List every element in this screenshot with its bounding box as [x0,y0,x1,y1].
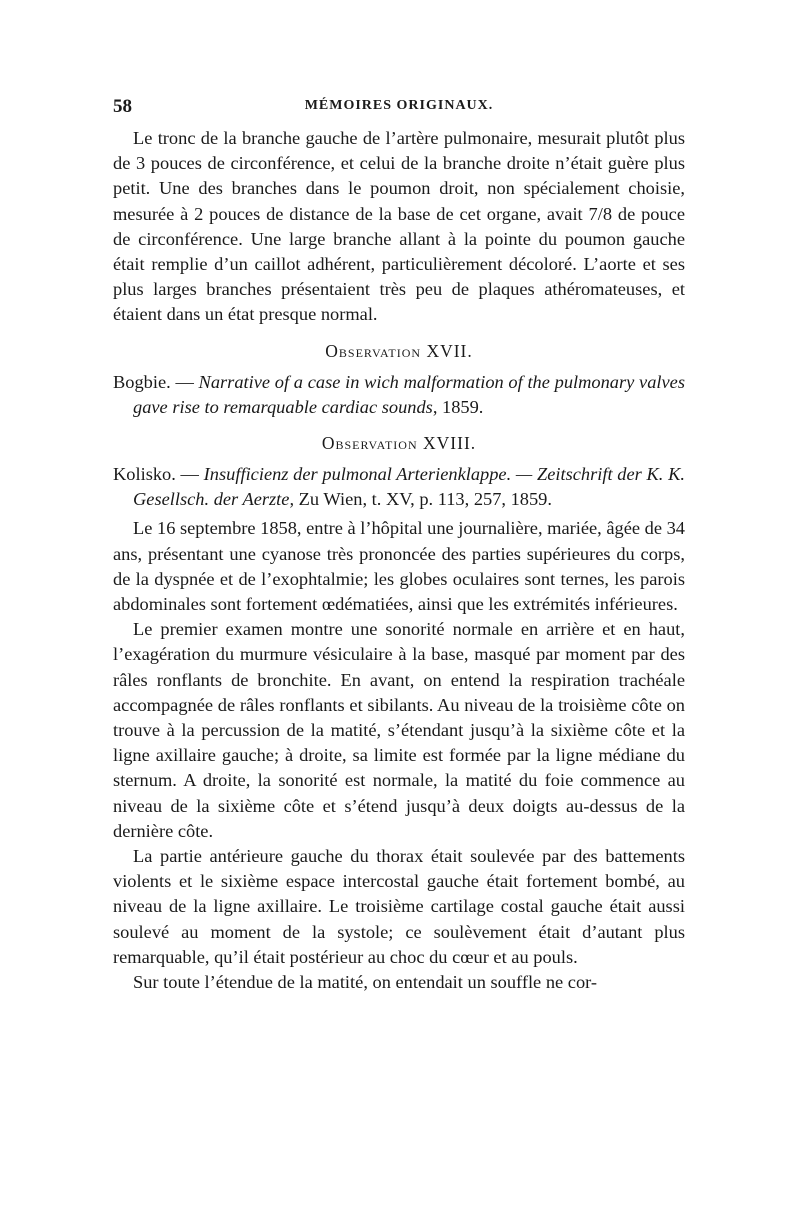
running-head: MÉMOIRES ORIGINAUX. [304,98,494,113]
paragraph: Le 16 septembre 1858, entre à l’hôpital une journalière, mariée, âgée de 34 ans, présentant une cyanose très prononcée des parties supérieures du corps, de la dyspnée et de l’exophtalmie; les globes oculaires sont ternes, les parois abdominales sont fortement œdématiées, ainsi que les extrémités inférieures. [113,518,685,615]
citation-rest: , 1859. [432,396,484,417]
observation-label: Observation [321,433,418,454]
citation-18 [113,462,685,512]
document-page [113,96,685,995]
citation-title: Narrative of a case in wich malformation of the pulmonary valves gave rise to remarquable cardiac sounds [133,371,685,417]
citation-17 [113,370,685,420]
citation-rest: Zu Wien, t. XV, p. 113, 257, 1859. [294,489,552,510]
observation-heading-18 [113,430,685,456]
observation-number: XVII. [426,340,473,361]
observation-label: Observation [325,340,422,361]
citation-author: Kolisko. — [113,464,204,485]
observation-number: XVIII. [423,433,477,454]
page-header [113,96,685,126]
paragraph: Sur toute l’étendue de la matité, on entendait un souffle ne cor- [133,972,598,993]
observation-heading-17 [113,338,685,364]
paragraph: Le tronc de la branche gauche de l’artère pulmonaire, mesurait plutôt plus de 3 pouces de circonférence, et celui de la branche droite n’était guère plus petit. Une des branches dans le poumon droit, non spécialement choisie, mesurée à 2 pouces de distance de la base de cet organe, avait 7/8 de pouce de circonférence. Une large branche allant à la pointe du poumon gauche était remplie d’un caillot adhérent, particulièrement décoloré. L’aorte et ses plus larges branches présentaient très peu de plaques athéromateuses, et étaient dans un état presque normal. [113,128,685,325]
page-number: 58 [113,96,132,117]
citation-author: Bogbie. — [113,371,199,392]
citation-title: Insufficienz der pulmonal Arterienklappe. — Zeitschrift der K. K. Gesellsch. der Aerzte, [133,464,685,510]
paragraph: Le premier examen montre une sonorité normale en arrière et en haut, l’exagération du murmure vésiculaire à la base, masqué par moment par des râles ronflants de bronchite. En avant, on entend la respiration trachéale accompagnée de râles ronflants et sibilants. Au niveau de la troisième côte on trouve à la percussion de la matité, s’étendant jusqu’à la sixième côte et la ligne axillaire gauche; à droite, sa limite est formée par la ligne médiane du sternum. A droite, la sonorité est normale, la matité du foie commence au niveau de la sixième côte et s’étend jusqu’à deux doigts au-dessus de la dernière côte. [113,619,685,841]
paragraph: La partie antérieure gauche du thorax était soulevée par des battements violents et le sixième espace intercostal gauche était fortement bombé, au niveau de la ligne axillaire. Le troisième cartilage costal gauche était aussi soulevé au moment de la systole; ce soulèvement était d’autant plus remarquable, qu’il était postérieur au choc du cœur et au pouls. [113,846,685,967]
